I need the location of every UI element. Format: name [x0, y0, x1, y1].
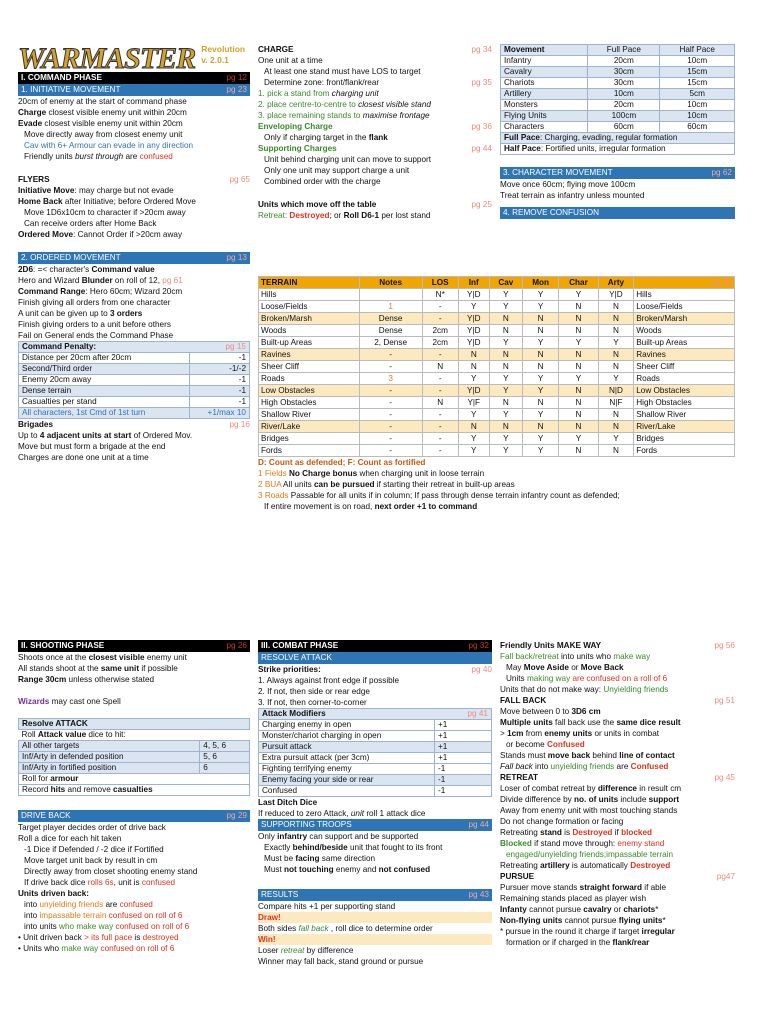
- retreat-header: RETREAT pg 45: [500, 773, 735, 782]
- table-row: Inf/Arty in fortified position 6: [19, 763, 250, 774]
- terrain-cell: N: [489, 349, 522, 361]
- terrain-cell: -: [359, 409, 422, 421]
- remove-confusion-header: 4. REMOVE CONFUSION: [500, 207, 735, 219]
- table-row: Pursuit attack +1: [259, 742, 492, 753]
- table-row: Dense terrain -1: [19, 386, 250, 397]
- brigades-text: Move but must form a brigade at the end: [18, 442, 166, 451]
- drive-back-text: If drive back dice rolls 6s, unit is confused: [24, 878, 176, 887]
- terrain-section: [258, 276, 735, 512]
- shooting-text: All stands shoot at the same unit if possible: [18, 664, 178, 673]
- fall-back-text: Multiple units fall back use the same dice result: [500, 718, 681, 727]
- ordered-text: Command Range: Hero 60cm; Wizard 20cm: [18, 287, 183, 296]
- terrain-cell: N: [489, 313, 522, 325]
- retreat-text: Do not change formation or facing: [500, 817, 624, 826]
- charge-text: Determine zone: front/flank/rear pg 35: [264, 78, 492, 87]
- flyers-text: Ordered Move: Cannot Order if >20cm away: [18, 230, 183, 239]
- pursue-text: Non-flying units cannot pursue flying units*: [500, 916, 666, 925]
- drive-back-text: into units who make way confused on roll of 6: [24, 922, 190, 931]
- ordered-movement-header: 2. ORDERED MOVEMENT pg 13: [18, 252, 250, 264]
- results-header: RESULTS pg 43: [258, 889, 492, 901]
- terrain-row: [259, 349, 735, 361]
- terrain-name: Bridges: [259, 433, 360, 445]
- supporting-troops-header: SUPPORTING TROOPS pg 44: [258, 819, 492, 831]
- terrain-cell: Y: [458, 445, 489, 457]
- terrain-cell: N: [422, 361, 458, 373]
- terrain-cell: 3: [359, 373, 422, 385]
- supporting-charges-header: Supporting Charges pg 44: [258, 144, 492, 153]
- terrain-cell: N: [522, 349, 558, 361]
- terrain-cell: 2, Dense: [359, 337, 422, 349]
- pursue-text: * pursue in the round it charge if target irregular: [500, 927, 675, 936]
- terrain-cell: Bridges: [634, 433, 735, 445]
- ordered-text: 2D6: =< character's Command value: [18, 265, 155, 274]
- table-row: Enemy 20cm away -1: [19, 375, 250, 386]
- ordered-text: Finish giving orders to a unit before others: [18, 320, 171, 329]
- initiative-evade: Evade closest visible enemy unit within 20cm: [18, 119, 183, 128]
- terrain-cell: N*: [422, 289, 458, 301]
- terrain-cell: Y|F: [458, 397, 489, 409]
- terrain-cell: N|D: [598, 385, 634, 397]
- command-phase-header: I. COMMAND PHASE pg 12: [18, 72, 250, 84]
- terrain-cell: Y|D: [458, 385, 489, 397]
- terrain-cell: N: [489, 325, 522, 337]
- terrain-cell: -: [359, 361, 422, 373]
- table-row: Monster/chariot charging in open +1: [259, 731, 492, 742]
- flyers-header: FLYERS pg 65: [18, 175, 250, 184]
- terrain-cell: N: [559, 409, 598, 421]
- terrain-cell: Y: [522, 409, 558, 421]
- table-row: Artillery 10cm 5cm: [501, 89, 735, 100]
- terrain-cell: N: [598, 445, 634, 457]
- terrain-cell: Y: [598, 433, 634, 445]
- combat-text: 1. Always against front edge if possible: [258, 676, 400, 685]
- terrain-cell: N: [598, 361, 634, 373]
- make-way-text: Units that do not make way: Unyielding friends: [500, 685, 669, 694]
- terrain-note: 1 Fields No Charge bonus when charging unit in loose terrain: [258, 469, 485, 478]
- charge-text: Combined order with the charge: [264, 177, 381, 186]
- drive-back-text: Move target unit back by result in cm: [24, 856, 158, 865]
- flyers-text: Initiative Move: may charge but not evade: [18, 186, 174, 195]
- terrain-cell: High Obstacles: [634, 397, 735, 409]
- strike-priorities: Strike priorities: pg 40: [258, 665, 492, 674]
- terrain-cell: Dense: [359, 313, 422, 325]
- terrain-cell: Broken/Marsh: [634, 313, 735, 325]
- terrain-cell: Y: [559, 289, 598, 301]
- pursue-text: Pursuer move stands straight forward if able: [500, 883, 667, 892]
- terrain-cell: N: [559, 385, 598, 397]
- initiative-text: 20cm of enemy at the start of command phase: [18, 97, 187, 106]
- terrain-cell: 2cm: [422, 325, 458, 337]
- terrain-row: [259, 325, 735, 337]
- shooting-text: Range 30cm unless otherwise stated: [18, 675, 155, 684]
- terrain-cell: Y: [559, 337, 598, 349]
- terrain-cell: -: [422, 409, 458, 421]
- terrain-cell: Sheer Cliff: [634, 361, 735, 373]
- terrain-cell: N: [598, 301, 634, 313]
- terrain-cell: N: [559, 445, 598, 457]
- terrain-cell: N: [422, 397, 458, 409]
- terrain-cell: Low Obstacles: [634, 385, 735, 397]
- table-row: Inf/Arty in defended position 5, 6: [19, 752, 250, 763]
- drive-back-text: • Unit driven back > its full pace is destroyed: [18, 933, 179, 942]
- terrain-name: River/Lake: [259, 421, 360, 433]
- terrain-cell: N: [598, 349, 634, 361]
- makeway-column: [500, 640, 735, 948]
- terrain-cell: Y: [458, 409, 489, 421]
- terrain-cell: Hills: [634, 289, 735, 301]
- terrain-cell: N: [559, 325, 598, 337]
- combat-text: Must be facing same direction: [264, 854, 376, 863]
- terrain-cell: -: [359, 445, 422, 457]
- terrain-cell: Y: [522, 433, 558, 445]
- table-row: Enemy facing your side or rear -1: [259, 775, 492, 786]
- brigades-text: Up to 4 adjacent units at start of Ordered Mov.: [18, 431, 193, 440]
- table-row: Cavalry 30cm 15cm: [501, 67, 735, 78]
- combat-text: Only infantry can support and be supported: [258, 832, 419, 841]
- terrain-cell: N|F: [598, 397, 634, 409]
- initiative-charge: Charge closest visible enemy unit within 20cm: [18, 108, 187, 117]
- fall-back-text: > 1cm from enemy units or units in combat: [500, 729, 660, 738]
- combat-column: [258, 640, 492, 967]
- terrain-cell: N: [559, 349, 598, 361]
- retreat-text: Retreating stand is Destroyed if blocked: [500, 828, 653, 837]
- combat-text: 3. If not, then corner-to-corner: [258, 698, 367, 707]
- charge-text: Only one unit may support charge a unit: [264, 166, 410, 175]
- terrain-cell: Built-up Areas: [634, 337, 735, 349]
- drive-back-header: DRIVE BACK pg 29: [18, 810, 250, 822]
- terrain-cell: Ravines: [634, 349, 735, 361]
- terrain-cell: Fords: [634, 445, 735, 457]
- terrain-name: Fords: [259, 445, 360, 457]
- resolve-attack-header: RESOLVE ATTACK: [258, 652, 492, 664]
- table-row: Fighting terrifying enemy -1: [259, 764, 492, 775]
- drive-back-text: Units driven back:: [18, 889, 89, 898]
- ordered-text: Fail on General ends the Command Phase: [18, 331, 174, 340]
- off-table-text: Retreat: Destroyed; or Roll D6-1 per lost stand: [258, 211, 431, 220]
- terrain-cell: -: [422, 385, 458, 397]
- terrain-cell: -: [422, 301, 458, 313]
- movement-column: [500, 44, 735, 219]
- terrain-name: Low Obstacles: [259, 385, 360, 397]
- brigades-text: Charges are done one unit at a time: [18, 453, 149, 462]
- attack-modifiers-table: Attack Modifiers pg 41 Charging enemy in open +1 Monster/chariot charging in open +1 Pursuit attack +1 Extra pursuit attack (per 3cm) +1 Fighting terrifying enemy -1 Enemy facing your side or rear -1 Confused -1: [258, 708, 492, 797]
- retreat-text: Divide difference by no. of units include support: [500, 795, 680, 804]
- table-row: Extra pursuit attack (per 3cm) +1: [259, 753, 492, 764]
- retreat-text: Retreating artillery is automatically Destroyed: [500, 861, 671, 870]
- terrain-cell: N: [489, 421, 522, 433]
- terrain-cell: Y: [522, 373, 558, 385]
- pursue-text: Infanty cannot pursue cavalry or chariots*: [500, 905, 659, 914]
- terrain-cell: Y: [489, 433, 522, 445]
- terrain-row: [259, 313, 735, 325]
- terrain-cell: Y: [489, 289, 522, 301]
- draw-label: Draw!: [258, 912, 492, 923]
- terrain-cell: Y|D: [598, 289, 634, 301]
- terrain-cell: Roads: [634, 373, 735, 385]
- terrain-row: [259, 409, 735, 421]
- terrain-cell: Y: [489, 445, 522, 457]
- terrain-name: Loose/Fields: [259, 301, 360, 313]
- terrain-name: Broken/Marsh: [259, 313, 360, 325]
- terrain-cell: Y: [489, 373, 522, 385]
- ordered-text: A unit can be given up to 3 orders: [18, 309, 143, 318]
- charge-column: [258, 44, 492, 221]
- movement-table: Movement Full Pace Half Pace Infantry 20cm 10cm Cavalry 30cm 15cm Chariots 30cm 15cm Artillery 10cm 5cm Monsters 20cm 10cm Flying Units 100cm 10cm Characters 60cm 60cm Full Pace: Charging, evading, regular formation Half Pace: Fortified units, irregular formation: [500, 44, 735, 155]
- initiative-movement-header: 1. INITIATIVE MOVEMENT pg 23: [18, 84, 250, 96]
- terrain-cell: N: [559, 361, 598, 373]
- terrain-cell: Y: [489, 385, 522, 397]
- character-movement-header: 3. CHARACTER MOVEMENT pg 62: [500, 167, 735, 179]
- off-table-header: Units which move off the table pg 25: [258, 200, 492, 209]
- terrain-cell: Y|D: [458, 325, 489, 337]
- retreat-text: engaged/unyielding friends;impassable terrain: [506, 850, 674, 859]
- charge-text: At least one stand must have LOS to target: [264, 67, 421, 76]
- drive-back-text: Directly away from closet shooting enemy stand: [24, 867, 198, 876]
- drive-back-text: -1 Dice if Defended / -2 dice if Fortified: [24, 845, 164, 854]
- terrain-table: TERRAIN Notes LOS Inf Cav Mon Char Arty pg 80 Hills N* Y|D Y Y Y Y|D Hills Loose/Fields 1 - Y Y Y N N Loose/Fields Broken/Marsh Dense - Y|D N N N N Broken/Marsh Woods Dense 2cm Y|D N N N N Woods Built-up Areas 2, Dense 2cm Y|D Y Y Y Y Built-up Areas Ravines - - N N N N N Ravines Sheer Cliff - N N N N N N Sheer Cliff Roads 3 - Y Y Y Y Y Roads Low Obstacles - - Y|D Y Y N N|D Low Obstacles High Obstacles - N Y|F N N N N|F High Obstacles Shallow River - - Y Y Y N N Shallow River River/Lake - - N N N N N River/Lake Bridges - - Y Y Y Y Y Bridges Fords - - Y Y Y N N Fords: [258, 276, 735, 457]
- drive-back-text: Roll a dice for each hit taken: [18, 834, 122, 843]
- ordered-text: Finish giving all orders from one character: [18, 298, 171, 307]
- terrain-cell: N: [559, 421, 598, 433]
- terrain-cell: Y: [522, 301, 558, 313]
- results-text: Compare hits +1 per supporting stand: [258, 902, 396, 911]
- table-row: Chariots 30cm 15cm: [501, 78, 735, 89]
- terrain-cell: N: [598, 421, 634, 433]
- terrain-cell: -: [422, 421, 458, 433]
- terrain-cell: N: [458, 421, 489, 433]
- terrain-note: 3 Roads Passable for all units if in column; If pass through dense terrain infantry count as defended;: [258, 491, 620, 500]
- terrain-row: [259, 301, 735, 313]
- table-row: All other targets 4, 5, 6: [19, 741, 250, 752]
- terrain-cell: Y: [489, 301, 522, 313]
- drive-back-text: Target player decides order of drive back: [18, 823, 166, 832]
- terrain-cell: 2cm: [422, 337, 458, 349]
- terrain-cell: Y: [598, 373, 634, 385]
- charge-step: 3. place remaining stands to maximise frontage: [258, 111, 430, 120]
- terrain-name: Shallow River: [259, 409, 360, 421]
- fall-back-text: Fall back into unyielding friends are Confused: [500, 762, 669, 771]
- brigades-header: Brigades pg 16: [18, 420, 250, 429]
- combat-text: 2. If not, then side or rear edge: [258, 687, 370, 696]
- terrain-cell: -: [359, 349, 422, 361]
- terrain-cell: N: [559, 313, 598, 325]
- terrain-row: [259, 397, 735, 409]
- terrain-name: High Obstacles: [259, 397, 360, 409]
- terrain-row: [259, 373, 735, 385]
- terrain-cell: N: [522, 361, 558, 373]
- terrain-note: If entire movement is on road, next order +1 to command: [264, 502, 478, 511]
- combat-text: Exactly behind/beside unit that fought to its front: [264, 843, 443, 852]
- flyers-text: Home Back after Initiative; before Ordered Move: [18, 197, 196, 206]
- terrain-cell: Dense: [359, 325, 422, 337]
- terrain-cell: River/Lake: [634, 421, 735, 433]
- results-text: Winner may fall back, stand ground or pursue: [258, 957, 424, 966]
- pursue-text: formation or if charged in the flank/rear: [506, 938, 650, 947]
- warmaster-logo: WARMASTER: [18, 42, 196, 75]
- results-text: Both sides fall back , roll dice to determine order: [258, 924, 433, 933]
- table-row: Charging enemy in open +1: [259, 720, 492, 731]
- charge-text: Only if charging target in the flank: [264, 133, 388, 142]
- charge-header: CHARGE pg 34: [258, 45, 492, 54]
- pursue-header: PURSUE pg47: [500, 872, 735, 881]
- terrain-cell: Y: [598, 337, 634, 349]
- charge-text: One unit at a time: [258, 56, 323, 65]
- table-row: Confused -1: [259, 786, 492, 797]
- terrain-cell: N: [559, 301, 598, 313]
- shooting-phase-header: II. SHOOTING PHASE pg 26: [18, 640, 250, 652]
- terrain-cell: Shallow River: [634, 409, 735, 421]
- fall-back-text: or become Confused: [506, 740, 585, 749]
- terrain-cell: Y: [458, 433, 489, 445]
- table-row: All characters, 1st Cmd of 1st turn +1/max 10: [19, 408, 250, 419]
- last-ditch-header: Last Ditch Dice: [258, 798, 318, 807]
- terrain-cell: -: [359, 421, 422, 433]
- terrain-cell: Y|D: [458, 313, 489, 325]
- table-row: Characters 60cm 60cm: [501, 122, 735, 133]
- enveloping-header: Enveloping Charge pg 36: [258, 122, 492, 131]
- terrain-cell: Loose/Fields: [634, 301, 735, 313]
- initiative-cav-note: Cav with 6+ Armour can evade in any direction: [24, 141, 194, 150]
- terrain-cell: Y: [489, 337, 522, 349]
- terrain-name: Sheer Cliff: [259, 361, 360, 373]
- terrain-row: [259, 421, 735, 433]
- flyers-text: Move 1D6x10cm to character if >20cm away: [24, 208, 186, 217]
- retreat-text: Blocked if stand move through: enemy stand: [500, 839, 665, 848]
- terrain-cell: N: [489, 397, 522, 409]
- terrain-cell: Y: [559, 433, 598, 445]
- terrain-cell: -: [422, 373, 458, 385]
- command-phase-column: [18, 44, 250, 463]
- shooting-column: [18, 640, 250, 954]
- combat-phase-header: III. COMBAT PHASE pg 32: [258, 640, 492, 652]
- combat-text: Must not touching enemy and not confused: [264, 865, 431, 874]
- terrain-cell: N: [458, 361, 489, 373]
- terrain-cell: Y: [458, 373, 489, 385]
- charge-step: 2. place centre-to-centre to closest visible stand: [258, 100, 431, 109]
- terrain-cell: Y: [522, 385, 558, 397]
- wizards-text: Wizards may cast one Spell: [18, 697, 121, 706]
- character-movement-text: Treat terrain as infantry unless mounted: [500, 191, 645, 200]
- terrain-legend: D: Count as defended; F: Count as fortified: [258, 458, 426, 467]
- terrain-cell: -: [359, 397, 422, 409]
- charge-step: 1. pick a stand from charging unit: [258, 89, 379, 98]
- results-text: Loser retreat by difference: [258, 946, 354, 955]
- win-label: Win!: [258, 934, 492, 945]
- drive-back-text: into impassable terrain confused on roll of 6: [24, 911, 183, 920]
- fall-back-header: FALL BACK pg 51: [500, 696, 735, 705]
- terrain-cell: [359, 289, 422, 301]
- terrain-cell: Y: [522, 289, 558, 301]
- retreat-text: Away from enemy unit with most touching stands: [500, 806, 678, 815]
- terrain-cell: Y|D: [458, 289, 489, 301]
- terrain-cell: N: [522, 325, 558, 337]
- initiative-burst: Friendly units burst through are confused: [24, 152, 173, 161]
- retreat-text: Loser of combat retreat by difference in result cm: [500, 784, 682, 793]
- character-movement-text: Move once 60cm; flying move 100cm: [500, 180, 636, 189]
- terrain-row: [259, 289, 735, 301]
- terrain-row: [259, 337, 735, 349]
- table-row: Second/Third order -1/-2: [19, 364, 250, 375]
- combat-text: If reduced to zero Attack, unit roll 1 attack dice: [258, 809, 426, 818]
- drive-back-text: • Units who make way confused on roll of 6: [18, 944, 175, 953]
- terrain-cell: -: [359, 385, 422, 397]
- flyers-text: Can receive orders after Home Back: [24, 219, 157, 228]
- terrain-cell: N: [598, 409, 634, 421]
- terrain-row: [259, 361, 735, 373]
- terrain-cell: -: [422, 433, 458, 445]
- terrain-cell: Y|D: [458, 337, 489, 349]
- terrain-cell: Y: [559, 373, 598, 385]
- version-label: Revolution v. 2.0.1: [201, 44, 246, 65]
- terrain-cell: -: [422, 445, 458, 457]
- terrain-cell: N: [522, 421, 558, 433]
- terrain-cell: N: [522, 397, 558, 409]
- ordered-text: Hero and Wizard Blunder on roll of 12, pg 61: [18, 276, 183, 285]
- table-row: Infantry 20cm 10cm: [501, 56, 735, 67]
- pursue-text: Remaining stands placed as player wish: [500, 894, 647, 903]
- terrain-cell: N: [522, 313, 558, 325]
- terrain-cell: N: [598, 325, 634, 337]
- make-way-text: Units making way are confused on a roll of 6: [506, 674, 668, 683]
- terrain-cell: Y: [522, 445, 558, 457]
- terrain-cell: -: [422, 313, 458, 325]
- command-penalty-table: Command Penalty: pg 15 Distance per 20cm after 20cm -1 Second/Third order -1/-2 Enemy 20cm away -1 Dense terrain -1 Casualties per stand -1 All characters, 1st Cmd of 1st turn +1/max 10: [18, 341, 250, 419]
- terrain-cell: Woods: [634, 325, 735, 337]
- terrain-cell: N: [458, 349, 489, 361]
- terrain-name: Hills: [259, 289, 360, 301]
- terrain-cell: -: [422, 349, 458, 361]
- fall-back-text: Move between 0 to 3D6 cm: [500, 707, 601, 716]
- terrain-row: [259, 445, 735, 457]
- terrain-name: Roads: [259, 373, 360, 385]
- drive-back-text: into unyielding friends are confused: [24, 900, 153, 909]
- table-row: Casualties per stand -1: [19, 397, 250, 408]
- terrain-name: Woods: [259, 325, 360, 337]
- terrain-name: Ravines: [259, 349, 360, 361]
- charge-text: Unit behind charging unit can move to support: [264, 155, 432, 164]
- resolve-attack-table: Resolve ATTACK Roll Attack value dice to hit: All other targets 4, 5, 6 Inf/Arty in defended position 5, 6 Inf/Arty in fortified position 6 Roll for armour Record hits and remove casualties: [18, 718, 250, 796]
- table-row: Distance per 20cm after 20cm -1: [19, 353, 250, 364]
- terrain-cell: Y: [458, 301, 489, 313]
- terrain-note: 2 BUA All units can be pursued if starting their retreat in built-up areas: [258, 480, 515, 489]
- terrain-cell: N: [559, 397, 598, 409]
- terrain-cell: Y: [489, 409, 522, 421]
- terrain-cell: N: [489, 361, 522, 373]
- table-row: Flying Units 100cm 10cm: [501, 111, 735, 122]
- make-way-text: Fall back/retreat into units who make way: [500, 652, 651, 661]
- shooting-text: Shoots once at the closest visible enemy unit: [18, 653, 187, 662]
- make-way-text: May Move Aside or Move Back: [506, 663, 624, 672]
- terrain-cell: 1: [359, 301, 422, 313]
- terrain-cell: Y: [522, 337, 558, 349]
- terrain-row: [259, 385, 735, 397]
- fall-back-text: Stands must move back behind line of contact: [500, 751, 675, 760]
- table-row: Monsters 20cm 10cm: [501, 100, 735, 111]
- terrain-cell: N: [598, 313, 634, 325]
- terrain-cell: -: [359, 433, 422, 445]
- make-way-header: Friendly Units MAKE WAY pg 56: [500, 641, 735, 650]
- terrain-name: Built-up Areas: [259, 337, 360, 349]
- initiative-text: Move directly away from closest enemy unit: [24, 130, 183, 139]
- terrain-row: [259, 433, 735, 445]
